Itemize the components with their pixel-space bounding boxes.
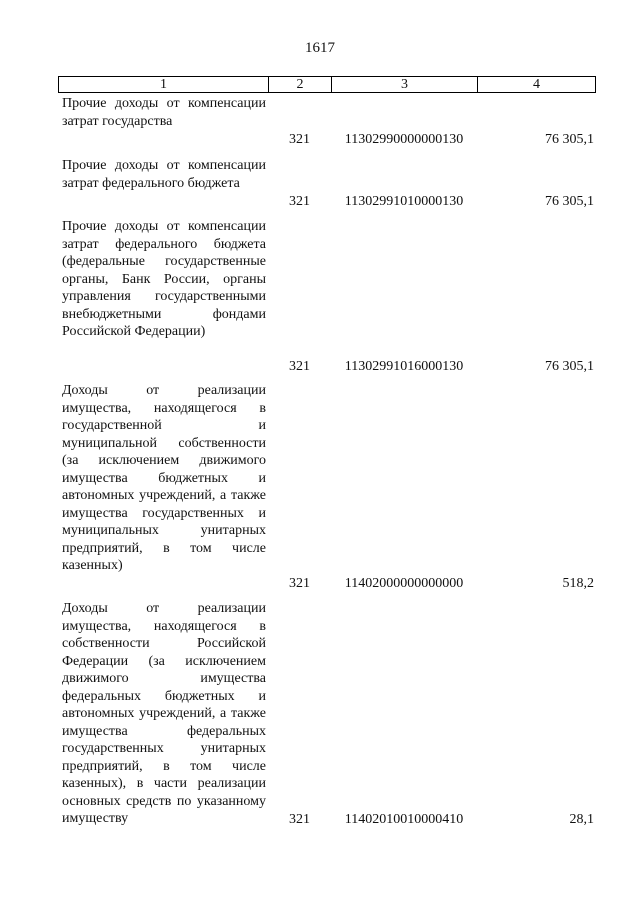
row-amount: 76 305,1 (545, 358, 594, 374)
row-code: 11302990000000130 (344, 131, 464, 147)
table-row (58, 382, 596, 592)
row-description: Прочие доходы от компенсации затрат федерального бюджета (федеральные государственные органы, Банк России, органы управления государственными внебюджетными фондами Российской Федерации) (62, 219, 266, 339)
row-col-2: 321 (289, 131, 310, 147)
row-code: 11302991010000130 (344, 193, 464, 209)
row-description: Прочие доходы от компенсации затрат федерального бюджета (62, 158, 266, 191)
row-code: 11402010010000410 (344, 811, 464, 827)
header-col-4: 4 (533, 77, 540, 92)
row-col-2: 321 (289, 811, 310, 827)
row-amount: 518,2 (562, 575, 594, 591)
table-row (58, 218, 596, 375)
header-col-2: 2 (269, 77, 332, 92)
row-description: Доходы от реализации имущества, находящегося в государственной и муниципальной собственности (за исключением движимого имущества бюджетных и автономных учреждений, а также имущества государственных и муниципальных унитарных предприятий, в том числе казенных) (62, 383, 266, 573)
row-description: Доходы от реализации имущества, находящегося в собственности Российской Федерации (за исключением движимого имущества федеральных бюджетных и автономных учреждений, а также имущества федеральных государственных унитарных предприятий, в том числе казенных), в части реализации основных средств по указанному имуществу (62, 601, 266, 826)
row-amount: 28,1 (569, 811, 594, 827)
header-col-3: 3 (332, 77, 478, 92)
table-row (58, 95, 596, 148)
header-col-1: 1 (59, 77, 269, 92)
row-code: 11402000000000000 (344, 575, 464, 591)
row-col-2: 321 (289, 193, 310, 209)
row-amount: 76 305,1 (545, 193, 594, 209)
row-col-2: 321 (289, 358, 310, 374)
page-number: 1617 (305, 40, 335, 56)
table-header (58, 76, 596, 93)
row-description: Прочие доходы от компенсации затрат государства (62, 96, 266, 129)
table-row (58, 157, 596, 210)
row-amount: 76 305,1 (545, 131, 594, 147)
table-row (58, 600, 596, 828)
row-col-2: 321 (289, 575, 310, 591)
row-code: 11302991016000130 (344, 358, 464, 374)
